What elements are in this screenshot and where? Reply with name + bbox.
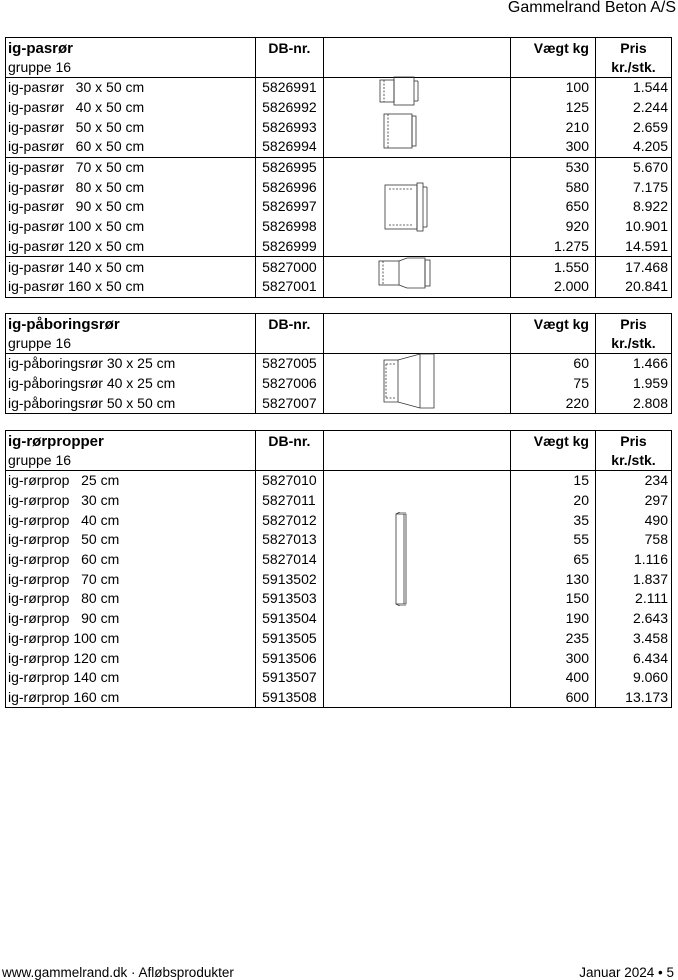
- price: 17.468: [595, 257, 671, 277]
- product-name: ig-rørprop 60 cm: [6, 550, 256, 570]
- table-row: [6, 257, 672, 277]
- weight-kg: 65: [510, 550, 595, 570]
- db-number: 5913506: [256, 648, 324, 668]
- product-name: ig-rørprop 50 cm: [6, 530, 256, 550]
- weight-kg: 220: [510, 393, 595, 413]
- price: 2.111: [595, 589, 671, 609]
- section-subtitle: gruppe 16: [6, 58, 256, 78]
- db-number: 5913505: [256, 629, 324, 649]
- product-name: ig-rørprop 30 cm: [6, 491, 256, 511]
- price: 1.837: [595, 569, 671, 589]
- pasroer-large-drawing-icon: [383, 181, 433, 233]
- db-number: 5826998: [256, 217, 324, 237]
- weight-kg: 210: [510, 117, 595, 137]
- price: 1.544: [595, 78, 671, 98]
- price: 2.808: [595, 393, 671, 413]
- price: 4.205: [595, 137, 671, 157]
- product-name: ig-rørprop 120 cm: [6, 648, 256, 668]
- table-row: [6, 374, 672, 394]
- db-number: 5913502: [256, 569, 324, 589]
- weight-kg: 300: [510, 648, 595, 668]
- table-row: [6, 137, 672, 157]
- product-name: ig-rørprop 140 cm: [6, 668, 256, 688]
- section-subtitle: gruppe 16: [6, 451, 256, 471]
- vaegt-header: Vægt kg: [510, 431, 595, 452]
- product-name: ig-pasrør 100 x 50 cm: [6, 217, 256, 237]
- db-number: 5827013: [256, 530, 324, 550]
- price: 490: [595, 510, 671, 530]
- table-row: [6, 471, 672, 491]
- weight-kg: 15: [510, 471, 595, 491]
- price: 14.591: [595, 237, 671, 257]
- section-title: ig-rørpropper: [6, 431, 256, 452]
- pasroer-wide-drawing-icon: [377, 256, 433, 290]
- product-name: ig-rørprop 160 cm: [6, 688, 256, 708]
- table-row: [6, 688, 672, 708]
- product-name: ig-pasrør 140 x 50 cm: [6, 257, 256, 277]
- price: 1.959: [595, 374, 671, 394]
- price: 234: [595, 471, 671, 491]
- table-row: [6, 530, 672, 550]
- table-row: [6, 629, 672, 649]
- price: 8.922: [595, 197, 671, 217]
- db-number: 5827001: [256, 277, 324, 297]
- weight-kg: 920: [510, 217, 595, 237]
- db-header: DB-nr.: [256, 431, 324, 452]
- price-table-1: [5, 37, 672, 298]
- db-number: 5827012: [256, 510, 324, 530]
- db-number: 5913508: [256, 688, 324, 708]
- price: 2.643: [595, 609, 671, 629]
- pris-unit-header: kr./stk.: [595, 334, 671, 354]
- table-row: [6, 589, 672, 609]
- price: 1.116: [595, 550, 671, 570]
- db-number: 5827010: [256, 471, 324, 491]
- price: 297: [595, 491, 671, 511]
- weight-kg: 1.275: [510, 237, 595, 257]
- db-number: 5827014: [256, 550, 324, 570]
- product-name: ig-påboringsrør 30 x 25 cm: [6, 354, 256, 374]
- table-row: [6, 510, 672, 530]
- db-number: 5913504: [256, 609, 324, 629]
- db-number: 5826995: [256, 157, 324, 177]
- weight-kg: 125: [510, 98, 595, 118]
- price: 7.175: [595, 177, 671, 197]
- product-name: ig-påboringsrør 40 x 25 cm: [6, 374, 256, 394]
- table-row: [6, 177, 672, 197]
- product-name: ig-pasrør 120 x 50 cm: [6, 237, 256, 257]
- weight-kg: 2.000: [510, 277, 595, 297]
- db-header: DB-nr.: [256, 314, 324, 335]
- weight-kg: 650: [510, 197, 595, 217]
- db-number: 5826999: [256, 237, 324, 257]
- table-row: [6, 197, 672, 217]
- weight-kg: 580: [510, 177, 595, 197]
- weight-kg: 300: [510, 137, 595, 157]
- weight-kg: 190: [510, 609, 595, 629]
- weight-kg: 100: [510, 78, 595, 98]
- db-number: 5826996: [256, 177, 324, 197]
- section-title: ig-påboringsrør: [6, 314, 256, 335]
- product-name: ig-rørprop 40 cm: [6, 510, 256, 530]
- drawing-header: [323, 431, 510, 452]
- product-name: ig-rørprop 70 cm: [6, 569, 256, 589]
- company-name: Gammelrand Beton A/S: [507, 0, 676, 16]
- table-row: [6, 78, 672, 98]
- roerprop-drawing-icon: [392, 512, 412, 606]
- table-row: [6, 609, 672, 629]
- price: 6.434: [595, 648, 671, 668]
- weight-kg: 1.550: [510, 257, 595, 277]
- weight-kg: 530: [510, 157, 595, 177]
- db-number: 5826993: [256, 117, 324, 137]
- weight-kg: 235: [510, 629, 595, 649]
- product-name: ig-påboringsrør 50 x 50 cm: [6, 393, 256, 413]
- table-row: [6, 550, 672, 570]
- price-table-3: [5, 430, 672, 708]
- price: 1.466: [595, 354, 671, 374]
- product-name: ig-rørprop 100 cm: [6, 629, 256, 649]
- product-name: ig-pasrør 30 x 50 cm: [6, 78, 256, 98]
- footer-website: www.gammelrand.dk · Afløbsprodukter: [2, 965, 234, 980]
- product-name: ig-pasrør 60 x 50 cm: [6, 137, 256, 157]
- product-name: ig-rørprop 80 cm: [6, 589, 256, 609]
- db-number: 5913507: [256, 668, 324, 688]
- table-row: [6, 569, 672, 589]
- table-row: [6, 117, 672, 137]
- pris-header: Pris: [595, 38, 671, 59]
- weight-kg: 75: [510, 374, 595, 394]
- product-name: ig-pasrør 70 x 50 cm: [6, 157, 256, 177]
- weight-kg: 400: [510, 668, 595, 688]
- db-number: 5913503: [256, 589, 324, 609]
- table-row: [6, 237, 672, 257]
- table-row: [6, 491, 672, 511]
- db-number: 5826994: [256, 137, 324, 157]
- weight-kg: 130: [510, 569, 595, 589]
- price-table-2: [5, 313, 672, 414]
- price: 2.244: [595, 98, 671, 118]
- pris-unit-header: kr./stk.: [595, 451, 671, 471]
- db-number: 5826991: [256, 78, 324, 98]
- table-row: [6, 648, 672, 668]
- db-number: 5826997: [256, 197, 324, 217]
- table-row: [6, 393, 672, 413]
- pasroer-small-drawing-icon: [376, 74, 426, 154]
- weight-kg: 35: [510, 510, 595, 530]
- weight-kg: 600: [510, 688, 595, 708]
- price: 2.659: [595, 117, 671, 137]
- db-number: 5827006: [256, 374, 324, 394]
- db-number: 5827005: [256, 354, 324, 374]
- product-name: ig-pasrør 160 x 50 cm: [6, 277, 256, 297]
- section-title: ig-pasrør: [6, 38, 256, 59]
- product-name: ig-pasrør 90 x 50 cm: [6, 197, 256, 217]
- price: 758: [595, 530, 671, 550]
- price: 10.901: [595, 217, 671, 237]
- weight-kg: 20: [510, 491, 595, 511]
- table-row: [6, 157, 672, 177]
- vaegt-header: Vægt kg: [510, 314, 595, 335]
- pris-header: Pris: [595, 314, 671, 335]
- section-subtitle: gruppe 16: [6, 334, 256, 354]
- price: 9.060: [595, 668, 671, 688]
- drawing-header: [323, 38, 510, 59]
- footer-date-page: Januar 2024 • 5: [579, 965, 674, 980]
- product-name: ig-pasrør 80 x 50 cm: [6, 177, 256, 197]
- weight-kg: 150: [510, 589, 595, 609]
- db-header: DB-nr.: [256, 38, 324, 59]
- price: 13.173: [595, 688, 671, 708]
- table-row: [6, 668, 672, 688]
- table-row: [6, 277, 672, 297]
- pris-unit-header: kr./stk.: [595, 58, 671, 78]
- weight-kg: 55: [510, 530, 595, 550]
- db-number: 5827007: [256, 393, 324, 413]
- table-row: [6, 217, 672, 237]
- paaboringsroer-drawing-icon: [380, 350, 438, 412]
- drawing-header: [323, 314, 510, 335]
- price: 5.670: [595, 157, 671, 177]
- db-number: 5826992: [256, 98, 324, 118]
- pris-header: Pris: [595, 431, 671, 452]
- table-row: [6, 98, 672, 118]
- product-name: ig-pasrør 50 x 50 cm: [6, 117, 256, 137]
- table-row: [6, 354, 672, 374]
- product-name: ig-pasrør 40 x 50 cm: [6, 98, 256, 118]
- vaegt-header: Vægt kg: [510, 38, 595, 59]
- product-name: ig-rørprop 90 cm: [6, 609, 256, 629]
- db-number: 5827011: [256, 491, 324, 511]
- price: 20.841: [595, 277, 671, 297]
- price: 3.458: [595, 629, 671, 649]
- db-number: 5827000: [256, 257, 324, 277]
- product-name: ig-rørprop 25 cm: [6, 471, 256, 491]
- weight-kg: 60: [510, 354, 595, 374]
